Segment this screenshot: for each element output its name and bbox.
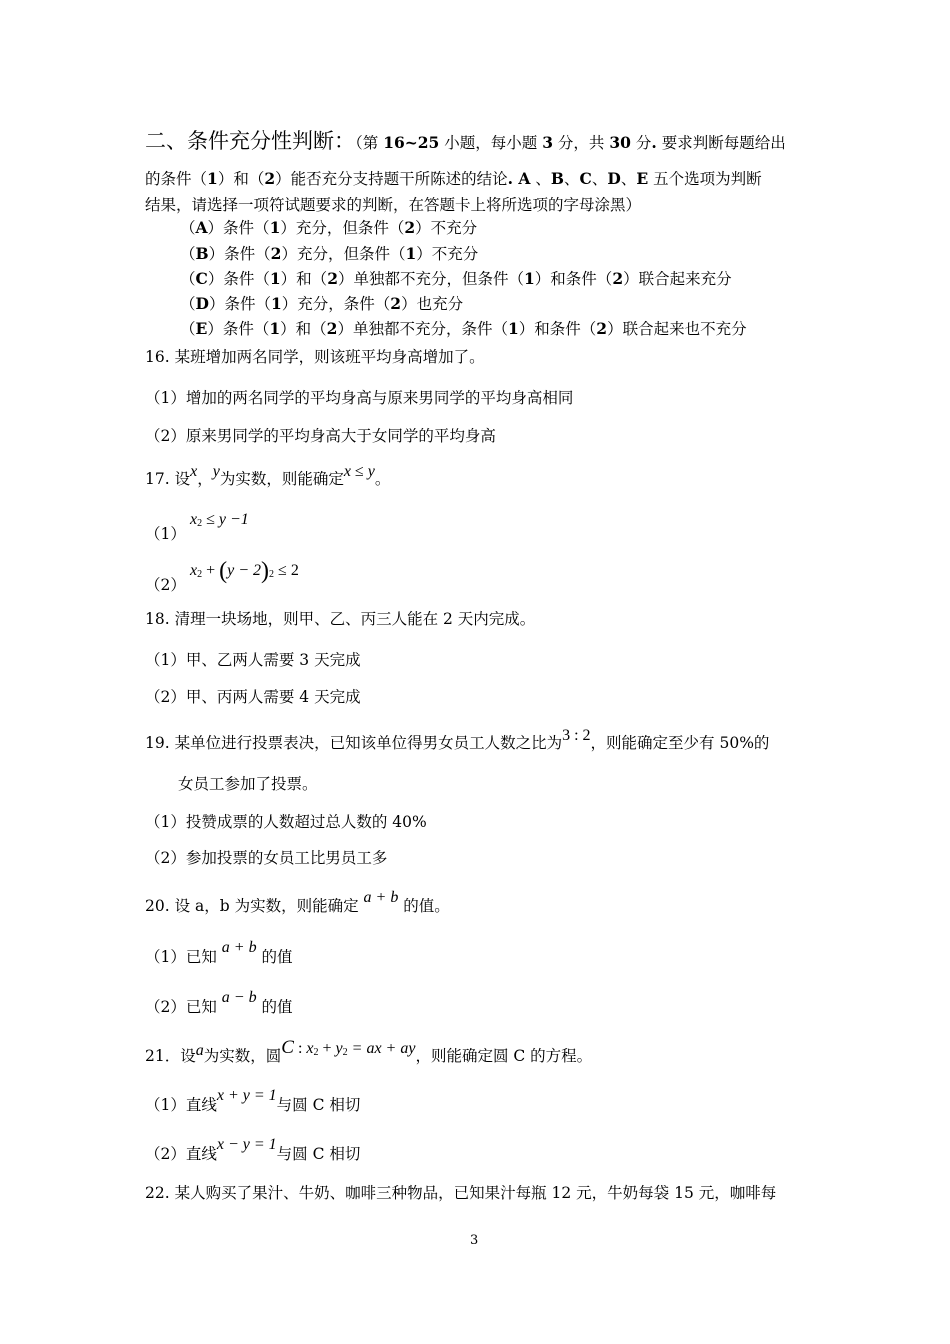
q21-condition-1: （1）直线x + y = 1与圆 C 相切 [145,1087,361,1114]
q19-condition-1: （1）投赞成票的人数超过总人数的 40% [145,813,427,831]
option-e: （E）条件（1）和（2）单独都不充分，条件（1）和条件（2）联合起来也不充分 [180,319,747,338]
q22-stem: 22. 某人购买了果汁、牛奶、咖啡三种物品，已知果汁每瓶 12 元，牛奶每袋 15 元，咖啡每 [145,1184,777,1202]
q18-condition-2: （2）甲、丙两人需要 4 天完成 [145,688,361,706]
option-a: （A）条件（1）充分，但条件（2）不充分 [180,218,478,237]
q17-condition-2-formula: $x_2 + (y - 2)_2 \le 2$ [190,558,299,584]
q20-stem: 20. 设 a，b 为实数，则能确定 a + b 的值。 [145,889,450,915]
q19-stem-continued: 女员工参加了投票。 [178,775,318,793]
q20-condition-1: （1）已知 a + b 的值 [145,939,293,966]
q19-condition-2: （2）参加投票的女员工比男员工多 [145,849,388,867]
q17-condition-1-label: （1） [145,525,186,543]
page-number: 3 [470,1233,479,1248]
instruction-text: （第 16~25 小题，每小题 3 分，共 30 分. 要求判断每题给出 [355,133,786,152]
q17-condition-2-label: （2） [145,576,186,594]
q21-condition-2: （2）直线x − y = 1与圆 C 相切 [145,1136,361,1163]
q16-stem: 16. 某班增加两名同学，则该班平均身高增加了。 [145,348,485,366]
q18-stem: 18. 清理一块场地，则甲、乙、丙三人能在 2 天内完成。 [145,610,536,628]
q20-condition-2: （2）已知 a − b 的值 [145,989,293,1016]
q18-condition-1: （1）甲、乙两人需要 3 天完成 [145,651,361,669]
option-b: （B）条件（2）充分，但条件（1）不充分 [180,244,479,263]
q19-stem: 19. 某单位进行投票表决，已知该单位得男女员工人数之比为3 : 2，则能确定至少有 50%的 [145,727,770,752]
option-d: （D）条件（1）充分，条件（2）也充分 [180,294,464,313]
section-heading [145,125,786,155]
section-title: 二、条件充分性判断： [145,129,355,153]
q17-condition-1-formula: $x_2 \le y -1$ [190,511,249,529]
q16-condition-2: （2）原来男同学的平均身高大于女同学的平均身高 [145,427,496,445]
q21-stem: 21．设a为实数，圆C : $x_2 + y_2$ = ax + ay，则能确定圆 C 的方程。 [145,1037,593,1065]
q16-condition-1: （1）增加的两名同学的平均身高与原来男同学的平均身高相同 [145,389,574,407]
q17-stem: 17. 设x，y为实数，则能确定x ≤ y。 [145,463,391,488]
instruction-line-3: 结果，请选择一项符试题要求的判断，在答题卡上将所选项的字母涂黑） [145,196,642,214]
option-c: （C）条件（1）和（2）单独都不充分，但条件（1）和条件（2）联合起来充分 [180,269,732,288]
instruction-line-2: 的条件（1）和（2）能否充分支持题干所陈述的结论. A 、B、C、D、E 五个选项为判断 [145,169,762,188]
